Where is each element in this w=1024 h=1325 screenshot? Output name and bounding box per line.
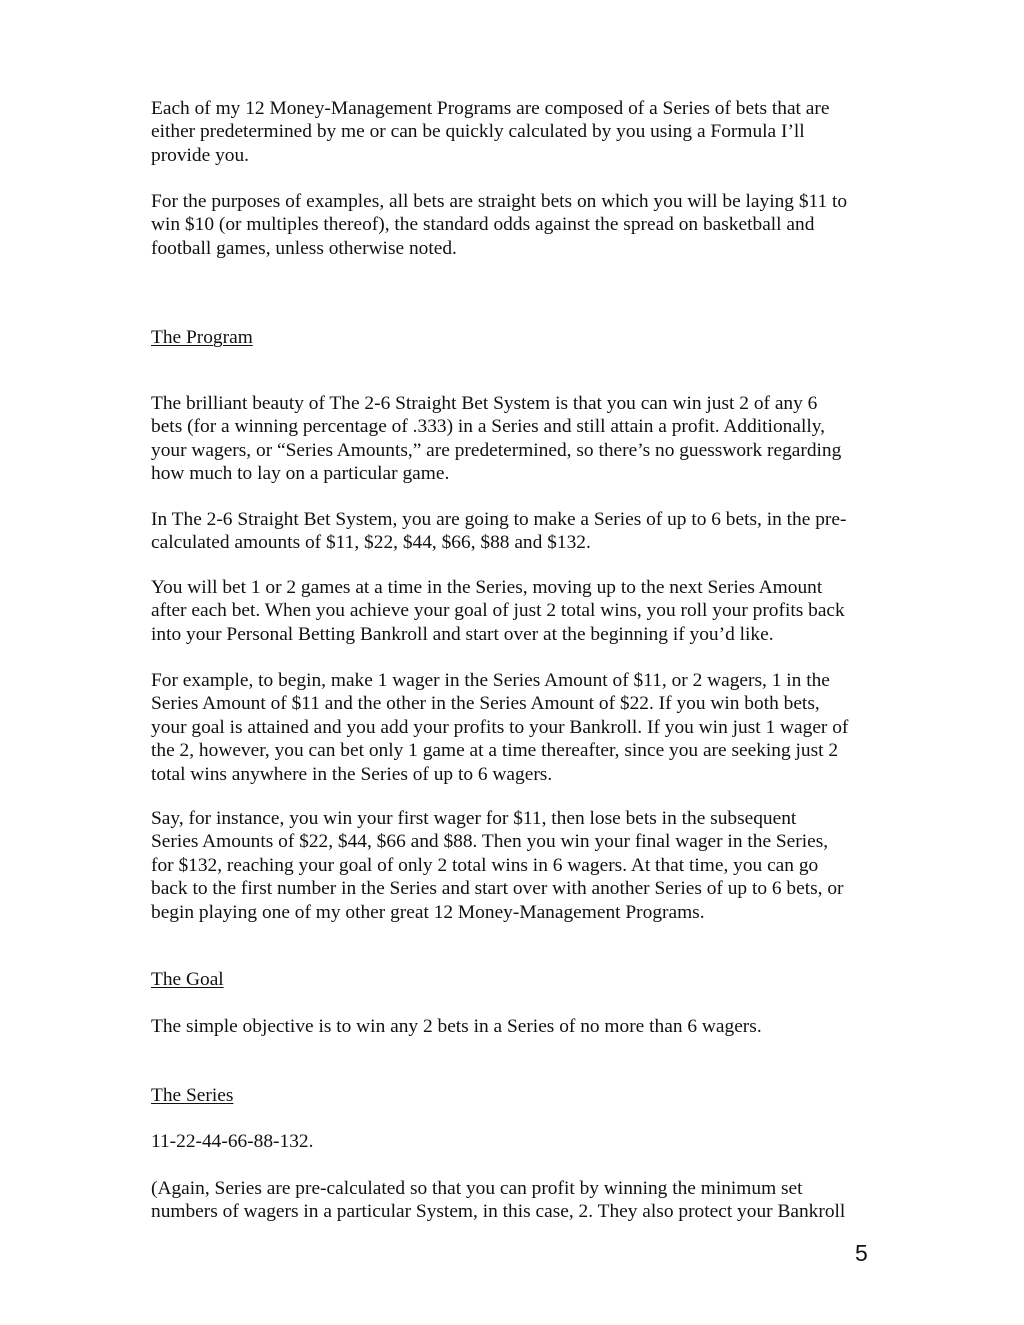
text-line: Series Amounts of $22, $44, $66 and $88. Then you win your final wager in the Series, — [151, 831, 829, 853]
heading-the-program — [151, 326, 891, 349]
text-line: for $132, reaching your goal of only 2 total wins in 6 wagers. At that time, you can go — [151, 854, 819, 876]
text-line: football games, unless otherwise noted. — [151, 237, 457, 259]
paragraph-say-for-instance — [151, 807, 891, 924]
text-line: The brilliant beauty of The 2-6 Straight Bet System is that you can win just 2 of any 6 — [151, 393, 818, 414]
text-line: provide you. — [151, 144, 250, 166]
text-line: calculated amounts of $11, $22, $44, $66, $88 and $132. — [151, 532, 591, 554]
text-line: Series Amount of $11 and the other in the Series Amount of $22. If you win both bets, — [151, 693, 820, 715]
section-heading: The Series — [151, 1085, 234, 1106]
text-line: into your Personal Betting Bankroll and start over at the beginning if you’d like. — [151, 623, 774, 645]
page-number: 5 — [855, 1240, 868, 1266]
text-line: You will bet 1 or 2 games at a time in the Series, moving up to the next Series Amount — [151, 577, 823, 598]
text-line: after each bet. When you achieve your goal of just 2 total wins, you roll your profits back — [151, 600, 845, 622]
heading-the-series — [151, 1084, 891, 1107]
text-line: your goal is attained and you add your profits to your Bankroll. If you win just 1 wager of — [151, 716, 849, 738]
text-line: 11-22-44-66-88-132. — [151, 1131, 314, 1152]
paragraph-series-amounts — [151, 508, 891, 555]
text-line: For example, to begin, make 1 wager in the Series Amount of $11, or 2 wagers, 1 in the — [151, 670, 830, 691]
paragraph-objective — [151, 1015, 891, 1038]
text-line: your wagers, or “Series Amounts,” are predetermined, so there’s no guesswork regarding — [151, 439, 842, 461]
text-line: total wins anywhere in the Series of up to 6 wagers. — [151, 763, 553, 785]
paragraph-again — [151, 1177, 891, 1224]
section-heading: The Program — [151, 327, 253, 348]
text-line: numbers of wagers in a particular System, in this case, 2. They also protect your Bankroll — [151, 1201, 846, 1223]
text-line: In The 2-6 Straight Bet System, you are going to make a Series of up to 6 bets, in the pre- — [151, 509, 847, 530]
text-line: bets (for a winning percentage of .333) in a Series and still attain a profit. Additionally, — [151, 416, 826, 438]
text-line: win $10 (or multiples thereof), the standard odds against the spread on basketball and — [151, 214, 815, 236]
text-line: back to the first number in the Series and start over with another Series of up to 6 bets, or — [151, 878, 844, 900]
paragraph-intro — [151, 97, 891, 167]
paragraph-brilliant-beauty — [151, 392, 891, 486]
text-line: either predetermined by me or can be quickly calculated by you using a Formula I’ll — [151, 121, 805, 143]
section-heading: The Goal — [151, 969, 224, 990]
paragraph-series-values — [151, 1130, 891, 1153]
text-line: Each of my 12 Money-Management Programs are composed of a Series of bets that are — [151, 98, 830, 119]
paragraph-examples — [151, 190, 891, 260]
text-line: the 2, however, you can bet only 1 game at a time thereafter, since you are seeking just 2 — [151, 740, 839, 762]
paragraph-bet-games — [151, 576, 891, 646]
text-line: For the purposes of examples, all bets are straight bets on which you will be laying $11 to — [151, 191, 848, 212]
text-line: how much to lay on a particular game. — [151, 463, 450, 485]
text-line: The simple objective is to win any 2 bets in a Series of no more than 6 wagers. — [151, 1016, 762, 1037]
text-line: begin playing one of my other great 12 Money-Management Programs. — [151, 901, 705, 923]
paragraph-for-example — [151, 669, 891, 786]
heading-the-goal — [151, 968, 891, 991]
text-line: Say, for instance, you win your first wager for $11, then lose bets in the subsequent — [151, 808, 797, 829]
text-line: (Again, Series are pre-calculated so that you can profit by winning the minimum set — [151, 1178, 803, 1199]
